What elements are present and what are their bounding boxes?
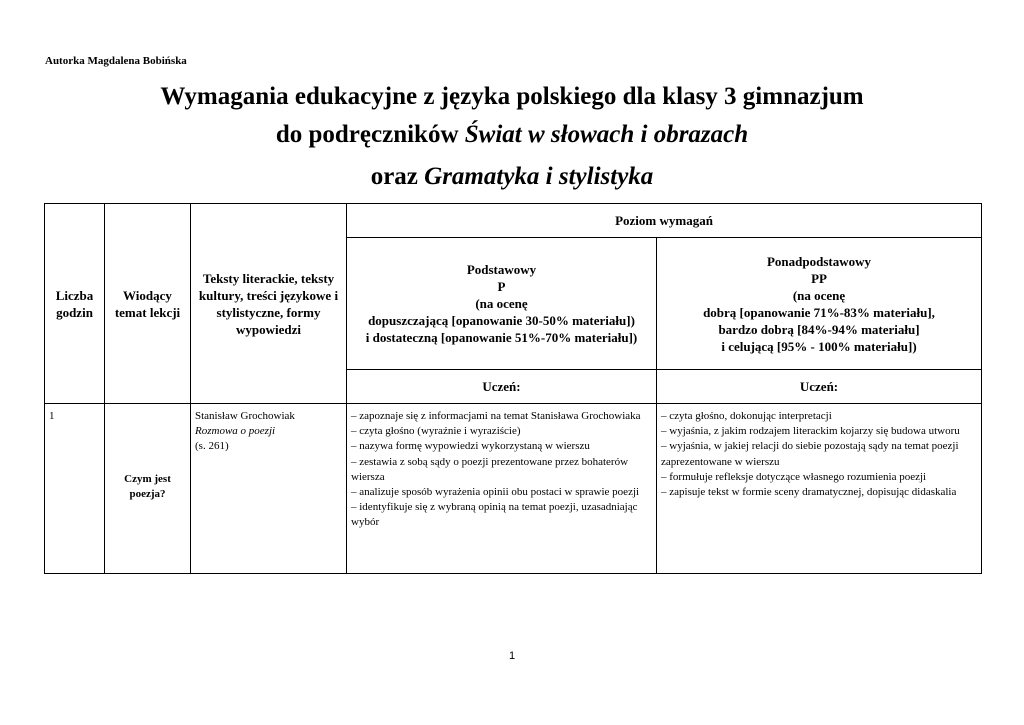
list-item: – wyjaśnia, z jakim rodzajem literackim kojarzy się budowa utworu [661, 425, 960, 438]
textbook-title-2: Gramatyka i stylistyka [424, 163, 654, 190]
document-subtitle [0, 118, 1024, 152]
requirements-table [44, 203, 982, 574]
list-item: – nazywa formę wypowiedzi wykorzystaną w wierszu [351, 440, 590, 453]
student-label-advanced: Uczeń: [657, 370, 982, 404]
list-item: – czyta głośno (wyraźnie i wyraziście) [351, 425, 521, 438]
list-item: – zestawia z sobą sądy o poezji prezentowane przez bohaterów wiersza [351, 455, 629, 483]
advanced-level-header [657, 238, 982, 370]
document-title: Wymagania edukacyjne z języka polskiego dla klasy 3 gimnazjum [160, 83, 864, 110]
text-author: Stanisław Grochowiak [195, 410, 295, 422]
col-header-topic: Wiodący temat lekcji [105, 204, 191, 404]
basic-level-line: Podstawowy [466, 262, 537, 277]
row-texts [191, 404, 347, 574]
student-label-basic: Uczeń: [347, 370, 657, 404]
level-header: Poziom wymagań [347, 204, 982, 238]
list-item: – formułuje refleksje dotyczące własnego rozumienia poezji [661, 470, 927, 483]
table-row [45, 404, 982, 574]
row-basic-requirements [347, 404, 657, 574]
basic-level-line: dopuszczającą [opanowanie 30-50% materiału]) [368, 313, 635, 328]
page-number: 1 [508, 650, 516, 662]
text-page: (s. 261) [195, 440, 229, 453]
list-item: – identyfikuje się z wybraną opinią na temat poezji, uzasadniając wybór [351, 501, 638, 529]
text-title: Rozmowa o poezji [195, 425, 276, 438]
row-topic: Czym jest poezja? [105, 404, 191, 574]
list-item: – analizuje sposób wyrażenia opinii obu postaci w sprawie poezji [351, 486, 640, 499]
basic-level-line: P [497, 279, 506, 294]
subtitle-prefix-2: oraz [370, 163, 425, 190]
list-item: – zapisuje tekst w formie sceny dramatycznej, dopisując didaskalia [661, 486, 957, 499]
row-hours: 1 [45, 404, 105, 574]
author-line: Autorka Magdalena Bobińska [45, 55, 187, 67]
advanced-level-line: i celującą [95% - 100% materiału]) [721, 338, 917, 354]
list-item: – czyta głośno, dokonując interpretacji [661, 410, 832, 422]
list-item: – wyjaśnia, w jakiej relacji do siebie pozostają sądy na temat poezji zaprezentowane w wierszu [661, 440, 959, 468]
textbook-title-1: Świat w słowach i obrazach [464, 121, 749, 148]
subtitle-prefix: do podręczników [275, 121, 465, 148]
basic-level-header [347, 238, 657, 370]
col-header-texts: Teksty literackie, teksty kultury, treści językowe i stylistyczne, formy wypowiedzi [191, 204, 347, 404]
list-item: – zapoznaje się z informacjami na temat Stanisława Grochowiaka [351, 410, 641, 422]
advanced-level-line: PP [811, 270, 827, 286]
advanced-level-line: dobrą [opanowanie 71%-83% materiału], [703, 304, 935, 320]
row-advanced-requirements [657, 404, 982, 574]
advanced-level-line: Ponadpodstawowy [766, 253, 872, 269]
basic-level-line: i dostateczną [opanowanie 51%-70% materiału]) [365, 330, 638, 345]
advanced-level-line: bardzo dobrą [84%-94% materiału] [718, 321, 920, 337]
col-header-hours: Liczba godzin [45, 204, 105, 404]
basic-level-line: (na ocenę [475, 296, 528, 311]
advanced-level-line: (na ocenę [792, 287, 846, 303]
document-subtitle-2 [0, 160, 1024, 194]
